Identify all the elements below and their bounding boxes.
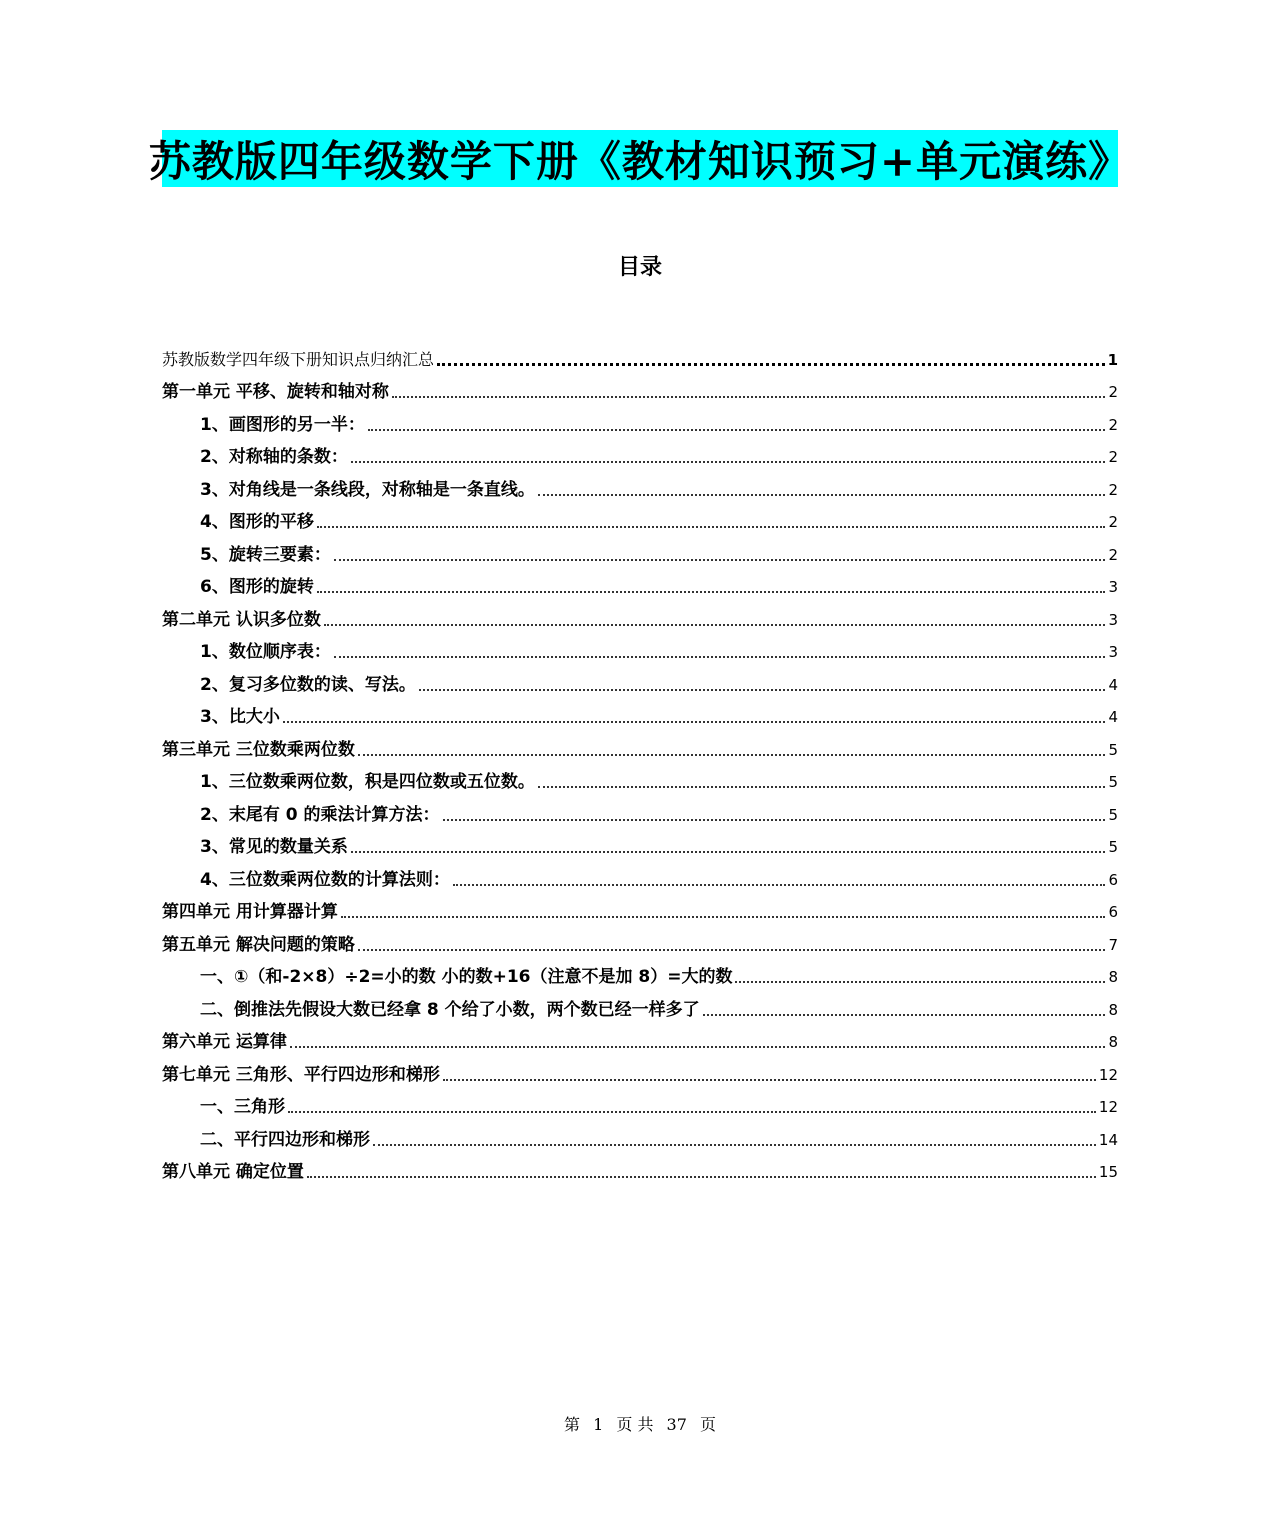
toc-entry-page: 6 xyxy=(1108,903,1118,921)
toc-dot-leader xyxy=(334,559,1106,561)
toc-dot-leader xyxy=(283,721,1106,723)
toc-dot-leader xyxy=(358,754,1106,756)
toc-entry-page: 4 xyxy=(1108,675,1118,694)
toc-entry-page: 7 xyxy=(1108,935,1118,954)
toc-entry[interactable] xyxy=(162,761,1118,794)
toc-entry[interactable] xyxy=(162,533,1118,566)
toc-entry-label: 3、对角线是一条线段，对称轴是一条直线。 xyxy=(200,479,535,500)
toc-dot-leader xyxy=(538,494,1106,496)
toc-entry-label: 第七单元 三角形、平行四边形和梯形 xyxy=(162,1064,440,1085)
toc-entry[interactable] xyxy=(162,598,1118,631)
toc-entry[interactable] xyxy=(162,1086,1118,1119)
toc-dot-leader xyxy=(443,1079,1096,1081)
toc-entry-label: 1、数位顺序表： xyxy=(200,642,331,662)
toc-entry-page: 3 xyxy=(1108,643,1118,661)
toc-entry-page: 5 xyxy=(1108,838,1118,856)
toc-entry[interactable] xyxy=(162,891,1118,924)
toc-entry-label: 3、常见的数量关系 xyxy=(200,837,348,857)
toc-entry-label: 第三单元 三位数乘两位数 xyxy=(162,739,355,760)
toc-entry-page: 3 xyxy=(1108,578,1118,596)
toc-entry[interactable] xyxy=(162,1118,1118,1151)
toc-entry[interactable] xyxy=(162,1151,1118,1184)
toc-entry-page: 2 xyxy=(1108,545,1118,564)
toc-dot-leader xyxy=(288,1111,1096,1113)
toc-entry[interactable] xyxy=(162,338,1118,371)
toc-entry-page: 2 xyxy=(1108,383,1118,401)
toc-entry-page: 8 xyxy=(1108,968,1118,986)
toc-entry[interactable] xyxy=(162,696,1118,729)
toc-entry-page: 14 xyxy=(1098,1130,1118,1149)
toc-entry[interactable] xyxy=(162,826,1118,859)
toc-entry[interactable] xyxy=(162,858,1118,891)
toc-entry[interactable] xyxy=(162,566,1118,599)
toc-entry[interactable] xyxy=(162,663,1118,696)
toc-entry-page: 1 xyxy=(1107,350,1118,369)
toc-entry-label: 2、末尾有 0 的乘法计算方法： xyxy=(200,804,440,825)
toc-entry-page: 5 xyxy=(1108,805,1118,824)
toc-entry-label: 第六单元 运算律 xyxy=(162,1032,287,1052)
toc-entry-page: 2 xyxy=(1108,480,1118,499)
toc-dot-leader xyxy=(334,656,1106,658)
toc-entry-label: 苏教版数学四年级下册知识点归纳汇总 xyxy=(162,349,435,369)
toc-entry-label: 2、复习多位数的读、写法。 xyxy=(200,674,416,695)
toc-entry-page: 5 xyxy=(1108,773,1118,791)
toc-entry-page: 2 xyxy=(1108,415,1118,434)
toc-dot-leader xyxy=(368,429,1106,431)
document-title-banner xyxy=(148,130,1132,187)
page-footer xyxy=(0,1412,1280,1435)
toc-entry-label: 第八单元 确定位置 xyxy=(162,1162,304,1182)
toc-entry-label: 第二单元 认识多位数 xyxy=(162,609,321,630)
toc-entry-label: 2、对称轴的条数： xyxy=(200,447,348,467)
toc-entry-label: 5、旋转三要素： xyxy=(200,544,331,565)
toc-entry-label: 4、三位数乘两位数的计算法则： xyxy=(200,869,450,890)
toc-heading: 目录 xyxy=(617,255,662,280)
toc-entry-page: 2 xyxy=(1108,513,1118,531)
toc-entry-page: 2 xyxy=(1108,448,1118,466)
toc-dot-leader xyxy=(453,884,1106,886)
toc-entry-label: 第四单元 用计算器计算 xyxy=(162,902,338,922)
footer-total-pages: 37 xyxy=(666,1415,687,1434)
toc-entry-page: 5 xyxy=(1108,740,1118,759)
footer-prefix: 第 xyxy=(563,1415,580,1434)
toc-entry-label: 一、①（和-2×8）÷2=小的数 小的数+16（注意不是加 8）=大的数 xyxy=(200,967,733,987)
toc-entry-page: 6 xyxy=(1108,870,1118,889)
table-of-contents xyxy=(162,338,1118,1183)
toc-entry-label: 第五单元 解决问题的策略 xyxy=(162,934,355,955)
toc-entry[interactable] xyxy=(162,728,1118,761)
toc-entry-label: 二、平行四边形和梯形 xyxy=(200,1129,370,1150)
toc-dot-leader xyxy=(443,819,1106,821)
toc-dot-leader xyxy=(351,461,1106,463)
toc-entry-label: 6、图形的旋转 xyxy=(200,577,314,597)
toc-dot-leader xyxy=(290,1046,1106,1048)
footer-middle: 页 共 xyxy=(616,1415,654,1434)
toc-dot-leader xyxy=(351,851,1106,853)
toc-entry[interactable] xyxy=(162,403,1118,436)
toc-dot-leader xyxy=(317,591,1106,593)
toc-entry-page: 3 xyxy=(1108,610,1118,629)
toc-entry-label: 第一单元 平移、旋转和轴对称 xyxy=(162,382,389,402)
toc-dot-leader xyxy=(307,1176,1096,1178)
footer-current-page: 1 xyxy=(593,1415,604,1434)
toc-entry[interactable] xyxy=(162,1053,1118,1086)
toc-entry-label: 4、图形的平移 xyxy=(200,512,314,532)
toc-entry[interactable] xyxy=(162,988,1118,1021)
toc-dot-leader xyxy=(735,981,1105,983)
toc-entry[interactable] xyxy=(162,956,1118,989)
toc-entry-label: 1、三位数乘两位数，积是四位数或五位数。 xyxy=(200,772,535,792)
toc-dot-leader xyxy=(324,624,1106,626)
toc-entry[interactable] xyxy=(162,436,1118,469)
toc-entry-label: 1、画图形的另一半： xyxy=(200,414,365,435)
footer-suffix: 页 xyxy=(700,1415,717,1434)
toc-dot-leader xyxy=(341,916,1106,918)
toc-entry[interactable] xyxy=(162,501,1118,534)
toc-entry-page: 8 xyxy=(1108,1033,1118,1051)
toc-dot-leader xyxy=(392,396,1106,398)
toc-entry-page: 8 xyxy=(1108,1000,1118,1019)
toc-entry[interactable] xyxy=(162,631,1118,664)
toc-dot-leader xyxy=(358,949,1106,951)
toc-dot-leader xyxy=(437,363,1105,366)
toc-entry-page: 12 xyxy=(1098,1098,1118,1116)
toc-entry[interactable] xyxy=(162,371,1118,404)
toc-entry-page: 15 xyxy=(1098,1163,1118,1181)
toc-dot-leader xyxy=(538,786,1106,788)
toc-entry[interactable] xyxy=(162,1021,1118,1054)
toc-dot-leader xyxy=(373,1144,1096,1146)
document-title: 苏教版四年级数学下册《教材知识预习+单元演练》 xyxy=(148,136,1132,186)
toc-dot-leader xyxy=(703,1014,1106,1016)
toc-entry-page: 4 xyxy=(1108,708,1118,726)
toc-entry[interactable] xyxy=(162,793,1118,826)
toc-entry-page: 12 xyxy=(1098,1065,1118,1084)
toc-dot-leader xyxy=(419,689,1106,691)
toc-entry-label: 二、倒推法先假设大数已经拿 8 个给了小数，两个数已经一样多了 xyxy=(200,999,700,1020)
toc-entry[interactable] xyxy=(162,923,1118,956)
toc-entry[interactable] xyxy=(162,468,1118,501)
toc-entry-label: 一、三角形 xyxy=(200,1097,285,1117)
toc-entry-label: 3、比大小 xyxy=(200,707,280,727)
toc-dot-leader xyxy=(317,526,1106,528)
